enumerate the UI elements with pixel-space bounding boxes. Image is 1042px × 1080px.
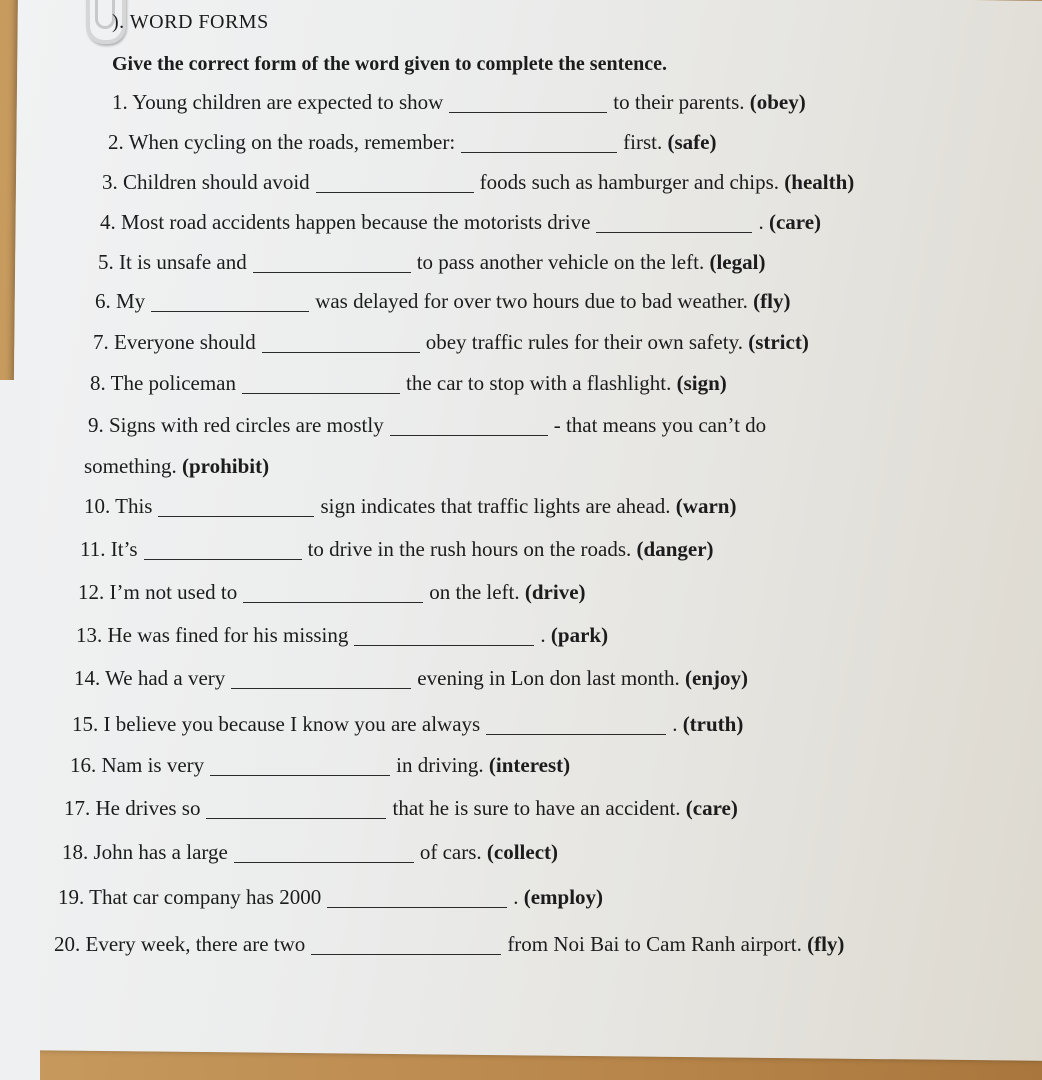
question-10: 10. This sign indicates that traffic lights are ahead. (warn) (84, 494, 737, 518)
word-hint: (employ) (523, 885, 604, 909)
question-16: 16. Nam is very in driving. (interest) (70, 753, 571, 777)
word-hint: (collect) (486, 840, 559, 864)
question-number: 1. (112, 90, 128, 114)
answer-blank-1[interactable] (449, 111, 607, 113)
word-hint: (care) (685, 796, 738, 820)
instruction-text: Give the correct form of the word given to complete the sentence. (112, 53, 667, 75)
answer-blank-2[interactable] (461, 151, 617, 153)
question-number: 13. (76, 623, 103, 647)
answer-blank-17[interactable] (206, 817, 386, 819)
section-heading: ). WORD FORMS (112, 11, 269, 33)
answer-blank-10[interactable] (158, 515, 314, 517)
word-hint: (obey) (749, 90, 806, 114)
word-hint: (safe) (667, 130, 717, 154)
answer-blank-3[interactable] (316, 191, 474, 193)
question-number: 9. (88, 413, 104, 437)
question-number: 7. (93, 330, 109, 354)
word-hint: (warn) (675, 494, 737, 518)
answer-blank-20[interactable] (311, 953, 501, 955)
question-15: 15. I believe you because I know you are always . (truth) (72, 712, 744, 736)
question-number: 2. (108, 130, 124, 154)
answer-blank-18[interactable] (234, 861, 414, 863)
word-hint: (interest) (488, 753, 571, 777)
question-3: 3. Children should avoid foods such as hamburger and chips. (health) (102, 170, 855, 194)
answer-blank-6[interactable] (151, 310, 309, 312)
question-19: 19. That car company has 2000 . (employ) (58, 885, 604, 909)
word-hint: (danger) (636, 537, 714, 561)
question-8: 8. The policeman the car to stop with a flashlight. (sign) (90, 371, 727, 395)
answer-blank-4[interactable] (596, 231, 752, 233)
question-6: 6. My was delayed for over two hours due to bad weather. (fly) (95, 289, 791, 313)
question-number: 10. (84, 494, 111, 518)
answer-blank-14[interactable] (231, 687, 411, 689)
word-hint: (fly) (807, 932, 845, 956)
question-number: 6. (95, 289, 111, 313)
question-4: 4. Most road accidents happen because the motorists drive . (care) (100, 210, 822, 234)
word-hint: (fly) (753, 289, 791, 313)
question-1: 1. Young children are expected to show to their parents. (obey) (112, 90, 806, 114)
answer-blank-9[interactable] (390, 434, 548, 436)
question-17: 17. He drives so that he is sure to have an accident. (care) (64, 796, 738, 820)
answer-blank-5[interactable] (253, 271, 411, 273)
question-number: 18. (62, 840, 89, 864)
answer-blank-19[interactable] (327, 906, 507, 908)
question-number: 4. (100, 210, 116, 234)
question-number: 20. (54, 932, 81, 956)
answer-blank-15[interactable] (486, 733, 666, 735)
question-2: 2. When cycling on the roads, remember: first. (safe) (108, 130, 717, 154)
question-18: 18. John has a large of cars. (collect) (62, 840, 559, 864)
question-13: 13. He was fined for his missing . (park) (76, 623, 609, 647)
word-hint: (prohibit) (182, 454, 270, 478)
question-number: 17. (64, 796, 91, 820)
question-number: 8. (90, 371, 106, 395)
question-number: 15. (72, 712, 99, 736)
question-number: 19. (58, 885, 85, 909)
question-20: 20. Every week, there are two from Noi Bai to Cam Ranh airport. (fly) (54, 932, 845, 956)
word-hint: (strict) (748, 330, 809, 354)
word-hint: (health) (784, 170, 855, 194)
question-number: 14. (74, 666, 101, 690)
question-11: 11. It’s to drive in the rush hours on the roads. (danger) (80, 537, 714, 561)
answer-blank-12[interactable] (243, 601, 423, 603)
word-hint: (truth) (682, 712, 744, 736)
word-hint: (care) (768, 210, 822, 234)
question-5: 5. It is unsafe and to pass another vehicle on the left. (legal) (98, 250, 766, 274)
question-9-continuation: something. (prohibit) (84, 454, 270, 478)
answer-blank-13[interactable] (354, 644, 534, 646)
word-hint: (legal) (709, 250, 766, 274)
question-7: 7. Everyone should obey traffic rules for their own safety. (strict) (93, 330, 809, 354)
word-hint: (enjoy) (685, 666, 749, 690)
question-number: 5. (98, 250, 114, 274)
question-number: 12. (78, 580, 105, 604)
answer-blank-11[interactable] (144, 558, 302, 560)
word-hint: (park) (550, 623, 609, 647)
answer-blank-8[interactable] (242, 392, 400, 394)
question-12: 12. I’m not used to on the left. (drive) (78, 580, 586, 604)
question-number: 3. (102, 170, 118, 194)
question-14: 14. We had a very evening in Lon don last month. (enjoy) (74, 666, 749, 690)
question-number: 11. (80, 537, 106, 561)
word-hint: (sign) (676, 371, 727, 395)
question-9: 9. Signs with red circles are mostly - that means you can’t do (88, 413, 767, 437)
word-hint: (drive) (524, 580, 586, 604)
answer-blank-7[interactable] (262, 351, 420, 353)
answer-blank-16[interactable] (210, 774, 390, 776)
question-number: 16. (70, 753, 97, 777)
